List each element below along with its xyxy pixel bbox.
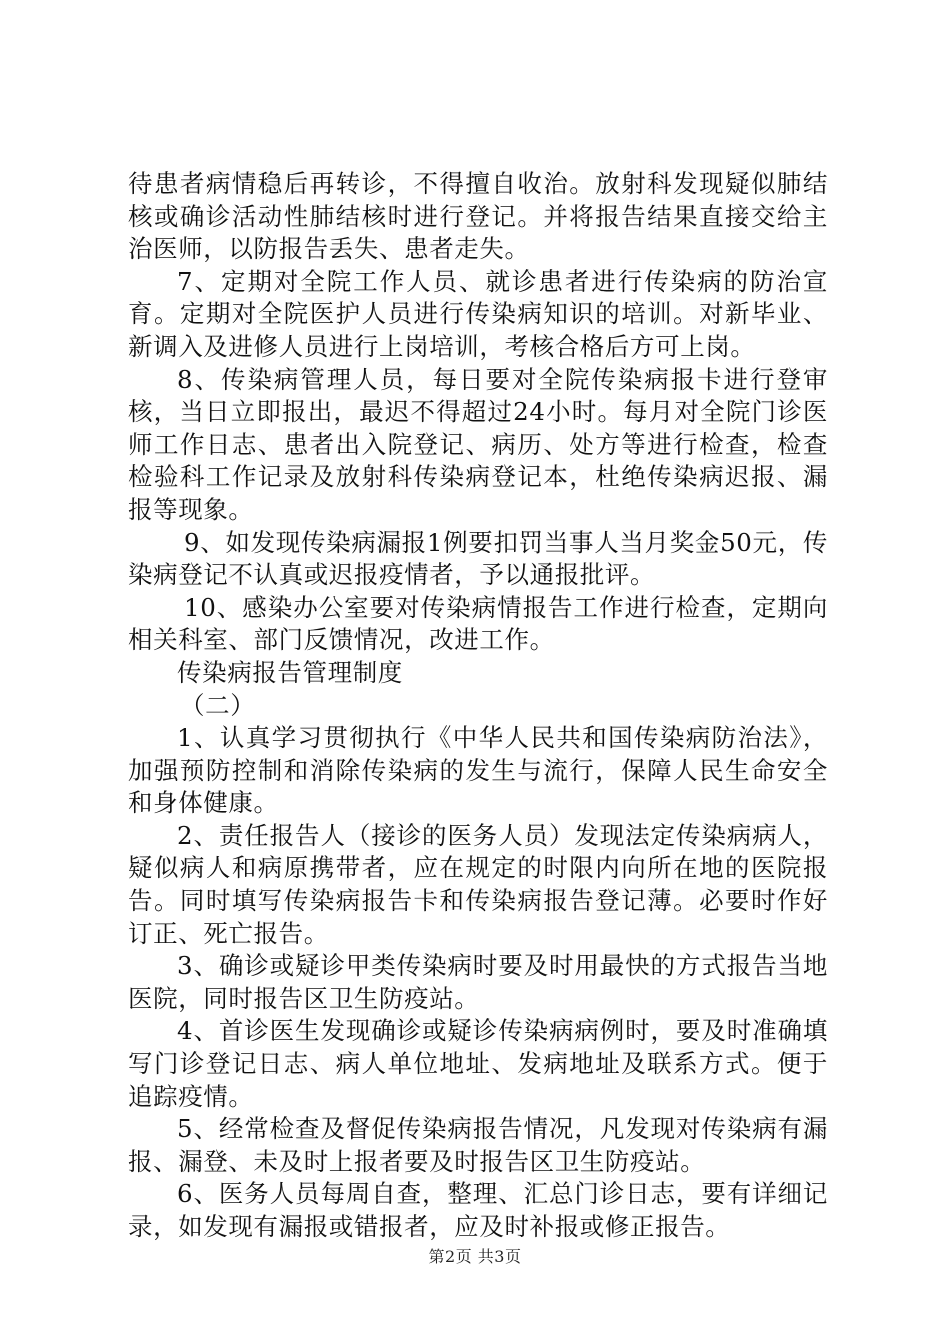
paragraph-item-6: 6、医务人员每周自查，整理、汇总门诊日志，要有详细记录，如发现有漏报或错报者，应及时补报或修正报告。 [128, 1179, 828, 1241]
paragraph-item-2: 2、责任报告人（接诊的医务人员）发现法定传染病病人，疑似病人和病原携带者，应在规定的时限内向所在地的医院报告。同时填写传染病报告卡和传染病报告登记薄。必要时作好订正、死亡报告。 [128, 820, 828, 948]
paragraph-item-8: 8、传染病管理人员，每日要对全院传染病报卡进行登审核，当日立即报出，最迟不得超过24小时。每月对全院门诊医师工作日志、患者出入院登记、病历、处方等进行检查，检查检验科工作记录及放射科传染病登记本，杜绝传染病迟报、漏报等现象。 [128, 364, 828, 524]
page-footer [0, 1244, 950, 1267]
paragraph-continuation: 待患者病情稳后再转诊，不得擅自收治。放射科发现疑似肺结核或确诊活动性肺结核时进行登记。并将报告结果直接交给主治医师，以防报告丢失、患者走失。 [128, 169, 828, 264]
paragraph-item-10: 10、感染办公室要对传染病情报告工作进行检查，定期向相关科室、部门反馈情况，改进工作。 [128, 592, 828, 655]
paragraph-item-4: 4、首诊医生发现确诊或疑诊传染病病例时，要及时准确填写门诊登记日志、病人单位地址、发病地址及联系方式。便于追踪疫情。 [128, 1016, 828, 1111]
paragraph-item-1: 1、认真学习贯彻执行《中华人民共和国传染病防治法》，加强预防控制和消除传染病的发生与流行，保障人民生命安全和身体健康。 [128, 723, 828, 818]
document-body [128, 168, 828, 1244]
paragraph-item-5: 5、经常检查及督促传染病报告情况，凡发现对传染病有漏报、漏登、未及时上报者要及时报告区卫生防疫站。 [128, 1114, 828, 1176]
paragraph-item-7: 7、定期对全院工作人员、就诊患者进行传染病的防治宣育。定期对全院医护人员进行传染病知识的培训。对新毕业、新调入及进修人员进行上岗培训，考核合格后方可上岗。 [128, 266, 828, 361]
paragraph-item-9: 9、如发现传染病漏报1例要扣罚当事人当月奖金50元，传染病登记不认真或迟报疫情者，予以通报批评。 [128, 527, 828, 590]
section-title: 传染病报告管理制度 [177, 657, 403, 687]
paragraph-item-3: 3、确诊或疑诊甲类传染病时要及时用最快的方式报告当地医院，同时报告区卫生防疫站。 [128, 951, 828, 1013]
page-number-label: 第2页 共3页 [428, 1247, 522, 1266]
section-subtitle: （二） [180, 690, 256, 720]
